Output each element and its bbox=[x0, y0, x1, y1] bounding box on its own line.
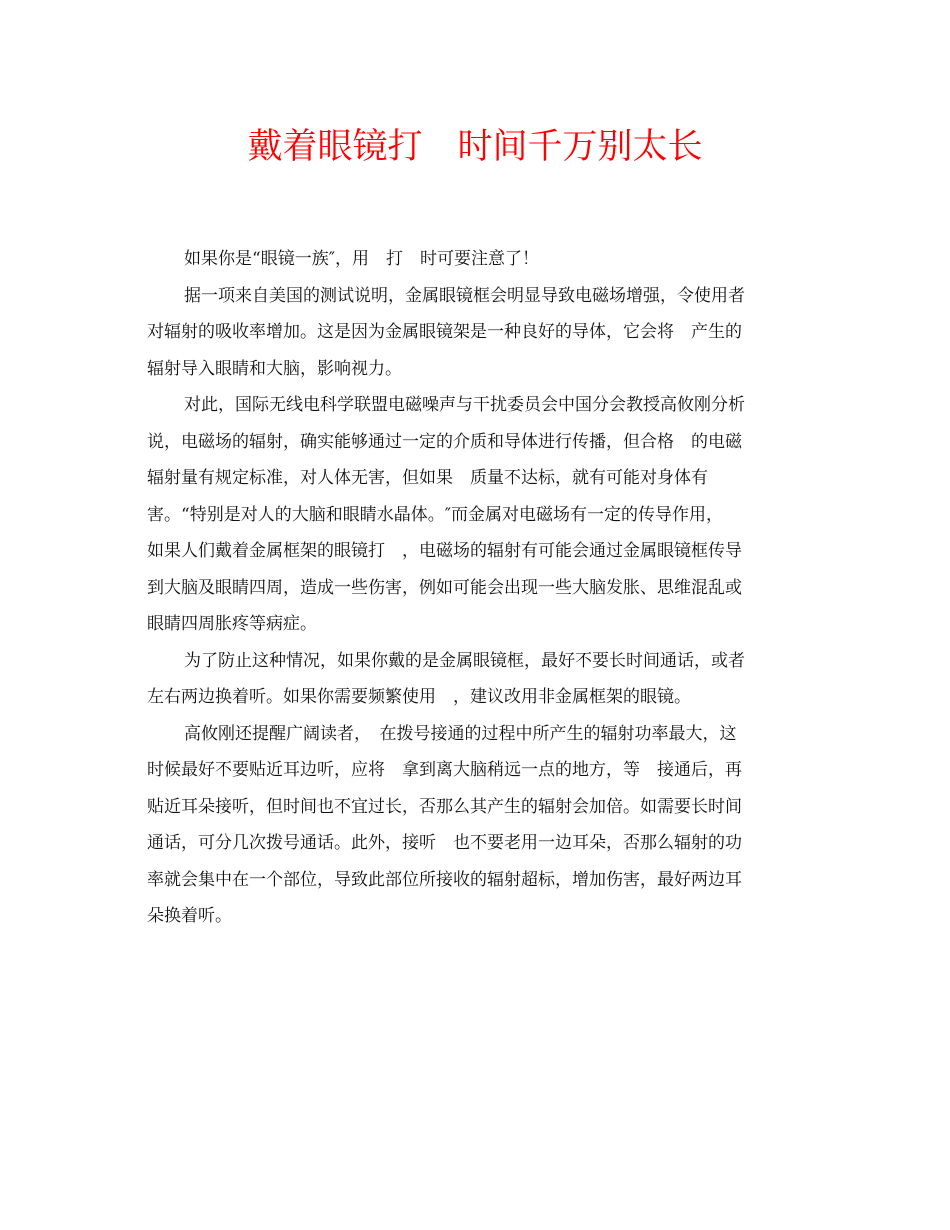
body-line: 辐射导入眼睛和大脑，影响视力。 bbox=[147, 358, 402, 379]
body-line: 朵换着听。 bbox=[147, 906, 232, 926]
body-line: 率就会集中在一个部位，导致此部位所接收的辐射超标，增加伤害，最好两边耳 bbox=[147, 869, 742, 890]
body-line: 眼睛四周胀疼等病症。 bbox=[147, 614, 317, 634]
body-line: 如果人们戴着金属框架的眼镜打 ，电磁场的辐射有可能会通过金属眼镜框传导 bbox=[147, 541, 742, 561]
body-line: 如果你是“眼镜一族″，用 打 时可要注意了！ bbox=[184, 249, 540, 269]
body-line: 通话，可分几次拨号通话。此外，接听 也不要老用一边耳朵，否那么辐射的功 bbox=[147, 833, 742, 853]
body-line: 说，电磁场的辐射，确实能够通过一定的介质和导体进行传播，但合格 的电磁 bbox=[147, 431, 742, 452]
body-line: 对辐射的吸收率增加。这是因为金属眼镜架是一种良好的导体，它会将 产生的 bbox=[147, 322, 742, 342]
body-line: 害。“特别是对人的大脑和眼睛水晶体。″而金属对电磁场有一定的传导作用， bbox=[147, 504, 724, 525]
document-body bbox=[147, 241, 802, 935]
body-line: 贴近耳朵接听，但时间也不宜过长，否那么其产生的辐射会加倍。如需要长时间 bbox=[147, 796, 742, 817]
body-line: 对此，国际无线电科学联盟电磁噪声与干扰委员会中国分会教授高攸刚分析 bbox=[184, 395, 745, 415]
body-line: 左右两边换着听。如果你需要频繁使用 ，建议改用非金属框架的眼镜。 bbox=[147, 687, 691, 707]
body-line: 辐射量有规定标准，对人体无害，但如果 质量不达标，就有可能对身体有 bbox=[147, 468, 708, 488]
body-line: 据一项来自美国的测试说明，金属眼镜框会明显导致电磁场增强，令使用者 bbox=[184, 285, 745, 306]
body-line: 高攸刚还提醒广阔读者， 在拨号接通的过程中所产生的辐射功率最大，这 bbox=[184, 723, 737, 744]
document-title: 戴着眼镜打 时间千万别太长 bbox=[247, 127, 703, 167]
body-line: 时候最好不要贴近耳边听，应将 拿到离大脑稍远一点的地方，等 接通后，再 bbox=[147, 760, 742, 780]
body-line: 到大脑及眼睛四周，造成一些伤害，例如可能会出现一些大脑发胀、思维混乱或 bbox=[147, 577, 742, 598]
body-line: 为了防止这种情况，如果你戴的是金属眼镜框，最好不要长时间通话，或者 bbox=[184, 650, 745, 671]
